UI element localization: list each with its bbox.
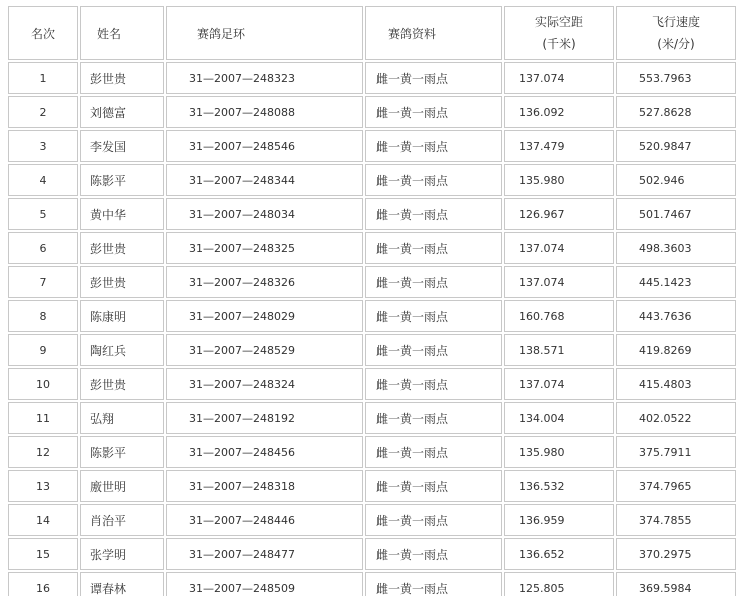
cell-ring: 31—2007—248344 (166, 164, 363, 196)
cell-rank: 5 (8, 198, 78, 230)
cell-distance: 136.532 (504, 470, 614, 502)
cell-name: 彭世贵 (80, 266, 164, 298)
table-row (8, 436, 736, 468)
cell-ring: 31—2007—248325 (166, 232, 363, 264)
header-row (8, 6, 736, 60)
cell-rank: 10 (8, 368, 78, 400)
cell-speed: 498.3603 (616, 232, 736, 264)
cell-ring: 31—2007—248326 (166, 266, 363, 298)
table-row (8, 402, 736, 434)
cell-rank: 11 (8, 402, 78, 434)
cell-speed: 370.2975 (616, 538, 736, 570)
cell-ring: 31—2007—248192 (166, 402, 363, 434)
cell-speed: 501.7467 (616, 198, 736, 230)
cell-ring: 31—2007—248477 (166, 538, 363, 570)
cell-info: 雌一黄一雨点 (365, 62, 502, 94)
cell-info: 雌一黄一雨点 (365, 436, 502, 468)
cell-info: 雌一黄一雨点 (365, 402, 502, 434)
cell-info: 雌一黄一雨点 (365, 470, 502, 502)
table-row (8, 538, 736, 570)
cell-distance: 137.074 (504, 62, 614, 94)
table-row (8, 300, 736, 332)
cell-name: 刘德富 (80, 96, 164, 128)
cell-name: 陶红兵 (80, 334, 164, 366)
cell-info: 雌一黄一雨点 (365, 300, 502, 332)
cell-distance: 125.805 (504, 572, 614, 596)
header-speed (616, 6, 736, 60)
cell-speed: 415.4803 (616, 368, 736, 400)
cell-ring: 31—2007—248446 (166, 504, 363, 536)
cell-name: 李发国 (80, 130, 164, 162)
cell-info: 雌一黄一雨点 (365, 368, 502, 400)
cell-name: 陈康明 (80, 300, 164, 332)
cell-name: 彭世贵 (80, 368, 164, 400)
cell-info: 雌一黄一雨点 (365, 96, 502, 128)
cell-distance: 137.074 (504, 266, 614, 298)
cell-speed: 419.8269 (616, 334, 736, 366)
cell-name: 彭世贵 (80, 62, 164, 94)
header-distance (504, 6, 614, 60)
header-rank: 名次 (8, 6, 78, 60)
cell-distance: 137.074 (504, 232, 614, 264)
cell-speed: 527.8628 (616, 96, 736, 128)
table-row (8, 198, 736, 230)
cell-info: 雌一黄一雨点 (365, 538, 502, 570)
cell-name: 谭春林 (80, 572, 164, 596)
cell-ring: 31—2007—248318 (166, 470, 363, 502)
cell-ring: 31—2007—248034 (166, 198, 363, 230)
cell-rank: 13 (8, 470, 78, 502)
header-speed-unit: (米/分) (657, 37, 695, 51)
cell-name: 张学明 (80, 538, 164, 570)
cell-rank: 9 (8, 334, 78, 366)
cell-distance: 138.571 (504, 334, 614, 366)
cell-info: 雌一黄一雨点 (365, 504, 502, 536)
cell-speed: 443.7636 (616, 300, 736, 332)
cell-distance: 137.479 (504, 130, 614, 162)
results-body (8, 62, 736, 596)
cell-name: 陈影平 (80, 436, 164, 468)
cell-rank: 1 (8, 62, 78, 94)
cell-ring: 31—2007—248456 (166, 436, 363, 468)
header-ring: 赛鸽足环 (166, 6, 363, 60)
table-row (8, 232, 736, 264)
cell-info: 雌一黄一雨点 (365, 232, 502, 264)
cell-distance: 126.967 (504, 198, 614, 230)
table-row (8, 334, 736, 366)
cell-name: 弘翔 (80, 402, 164, 434)
table-row (8, 470, 736, 502)
cell-info: 雌一黄一雨点 (365, 266, 502, 298)
cell-rank: 4 (8, 164, 78, 196)
cell-rank: 14 (8, 504, 78, 536)
cell-rank: 3 (8, 130, 78, 162)
cell-speed: 374.7965 (616, 470, 736, 502)
cell-speed: 520.9847 (616, 130, 736, 162)
cell-name: 彭世贵 (80, 232, 164, 264)
cell-rank: 2 (8, 96, 78, 128)
cell-speed: 445.1423 (616, 266, 736, 298)
header-speed-label: 飞行速度 (651, 15, 700, 29)
table-row (8, 164, 736, 196)
cell-name: 肖治平 (80, 504, 164, 536)
cell-distance: 134.004 (504, 402, 614, 434)
cell-rank: 7 (8, 266, 78, 298)
cell-ring: 31—2007—248324 (166, 368, 363, 400)
cell-speed: 553.7963 (616, 62, 736, 94)
table-row (8, 130, 736, 162)
header-name: 姓名 (80, 6, 164, 60)
cell-name: 黄中华 (80, 198, 164, 230)
cell-ring: 31—2007—248529 (166, 334, 363, 366)
cell-distance: 160.768 (504, 300, 614, 332)
cell-info: 雌一黄一雨点 (365, 334, 502, 366)
cell-rank: 12 (8, 436, 78, 468)
cell-info: 雌一黄一雨点 (365, 198, 502, 230)
cell-name: 廒世明 (80, 470, 164, 502)
table-row (8, 266, 736, 298)
cell-speed: 374.7855 (616, 504, 736, 536)
table-row (8, 62, 736, 94)
cell-distance: 136.652 (504, 538, 614, 570)
table-row (8, 572, 736, 596)
cell-distance: 137.074 (504, 368, 614, 400)
table-row (8, 368, 736, 400)
cell-rank: 15 (8, 538, 78, 570)
table-row (8, 96, 736, 128)
header-distance-label: 实际空距 (534, 15, 583, 29)
header-info: 赛鸽资料 (365, 6, 502, 60)
cell-info: 雌一黄一雨点 (365, 572, 502, 596)
race-results-table (6, 4, 738, 596)
cell-speed: 502.946 (616, 164, 736, 196)
cell-ring: 31—2007—248546 (166, 130, 363, 162)
cell-info: 雌一黄一雨点 (365, 164, 502, 196)
cell-distance: 136.092 (504, 96, 614, 128)
table-row (8, 504, 736, 536)
cell-ring: 31—2007—248029 (166, 300, 363, 332)
cell-distance: 135.980 (504, 436, 614, 468)
cell-rank: 6 (8, 232, 78, 264)
cell-ring: 31—2007—248323 (166, 62, 363, 94)
cell-info: 雌一黄一雨点 (365, 130, 502, 162)
cell-speed: 402.0522 (616, 402, 736, 434)
cell-distance: 136.959 (504, 504, 614, 536)
cell-rank: 8 (8, 300, 78, 332)
cell-name: 陈影平 (80, 164, 164, 196)
cell-speed: 375.7911 (616, 436, 736, 468)
cell-ring: 31—2007—248509 (166, 572, 363, 596)
cell-rank: 16 (8, 572, 78, 596)
header-distance-unit: (千米) (542, 37, 576, 51)
cell-distance: 135.980 (504, 164, 614, 196)
cell-ring: 31—2007—248088 (166, 96, 363, 128)
cell-speed: 369.5984 (616, 572, 736, 596)
